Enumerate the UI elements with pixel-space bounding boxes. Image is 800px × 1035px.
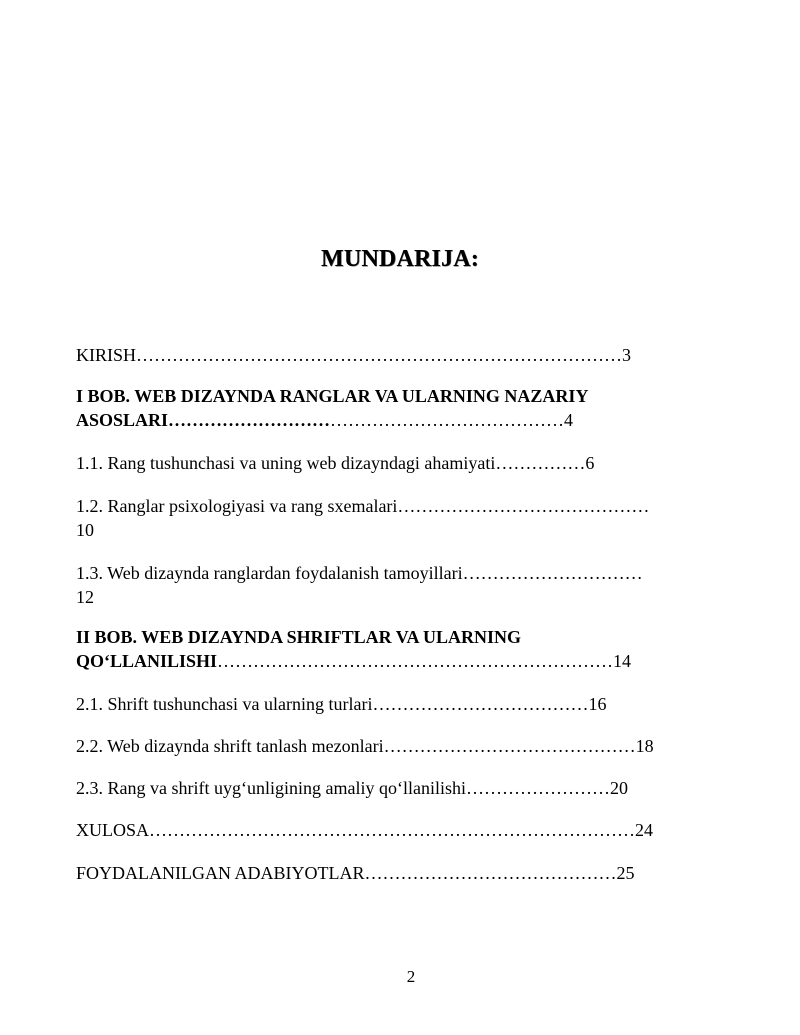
toc-chapter-2-leader: …………………………………………………………14 [217,651,632,671]
toc-entry-section-2-1[interactable]: 2.1. Shrift tushunchasi va ularning turlari………………………………16 [76,694,607,714]
toc-entry-adabiyotlar[interactable]: FOYDALANILGAN ADABIYOTLAR……………………………………25 [76,863,635,883]
toc-entry-section-1-2-page[interactable]: 10 [76,520,94,540]
toc-entry-section-1-3-page[interactable]: 12 [76,587,94,607]
toc-entry-section-1-2-line-1[interactable]: 1.2. Ranglar psixologiyasi va rang sxemalari…………………………………… [76,496,650,516]
toc-title: MUNDARIJA: [321,246,479,272]
toc-entry-xulosa[interactable]: XULOSA………………………………………………………………………24 [76,820,654,840]
toc-entry-section-2-2[interactable]: 2.2. Web dizaynda shrift tanlash mezonlari……………………………………18 [76,736,654,756]
toc-chapter-1-leader: …………………………………4 [330,410,574,430]
toc-entry-section-1-1[interactable]: 1.1. Rang tushunchasi va uning web dizayndagi ahamiyati……………6 [76,453,595,473]
toc-entry-chapter-1-line-1[interactable]: I BOB. WEB DIZAYNDA RANGLAR VA ULARNING NAZARIY [76,386,589,406]
toc-entry-chapter-1-line-2[interactable] [76,408,573,432]
toc-chapter-2-heading-end: QO‘LLANILISHI [76,651,218,671]
toc-entry-section-2-3[interactable]: 2.3. Rang va shrift uyg‘unligining amaliy qo‘llanilishi……………………20 [76,778,628,798]
toc-chapter-1-heading-end: ASOSLARI……………………… [76,410,331,430]
toc-entry-chapter-2-line-1[interactable]: II BOB. WEB DIZAYNDA SHRIFTLAR VA ULARNING [76,627,521,647]
toc-entry-kirish[interactable]: KIRISH………………………………………………………………………3 [76,345,632,365]
page-number: 2 [406,967,416,986]
toc-entry-chapter-2-line-2[interactable] [76,649,631,673]
toc-entry-section-1-3-line-1[interactable]: 1.3. Web dizaynda ranglardan foydalanish tamoyillari………………………… [76,563,643,583]
